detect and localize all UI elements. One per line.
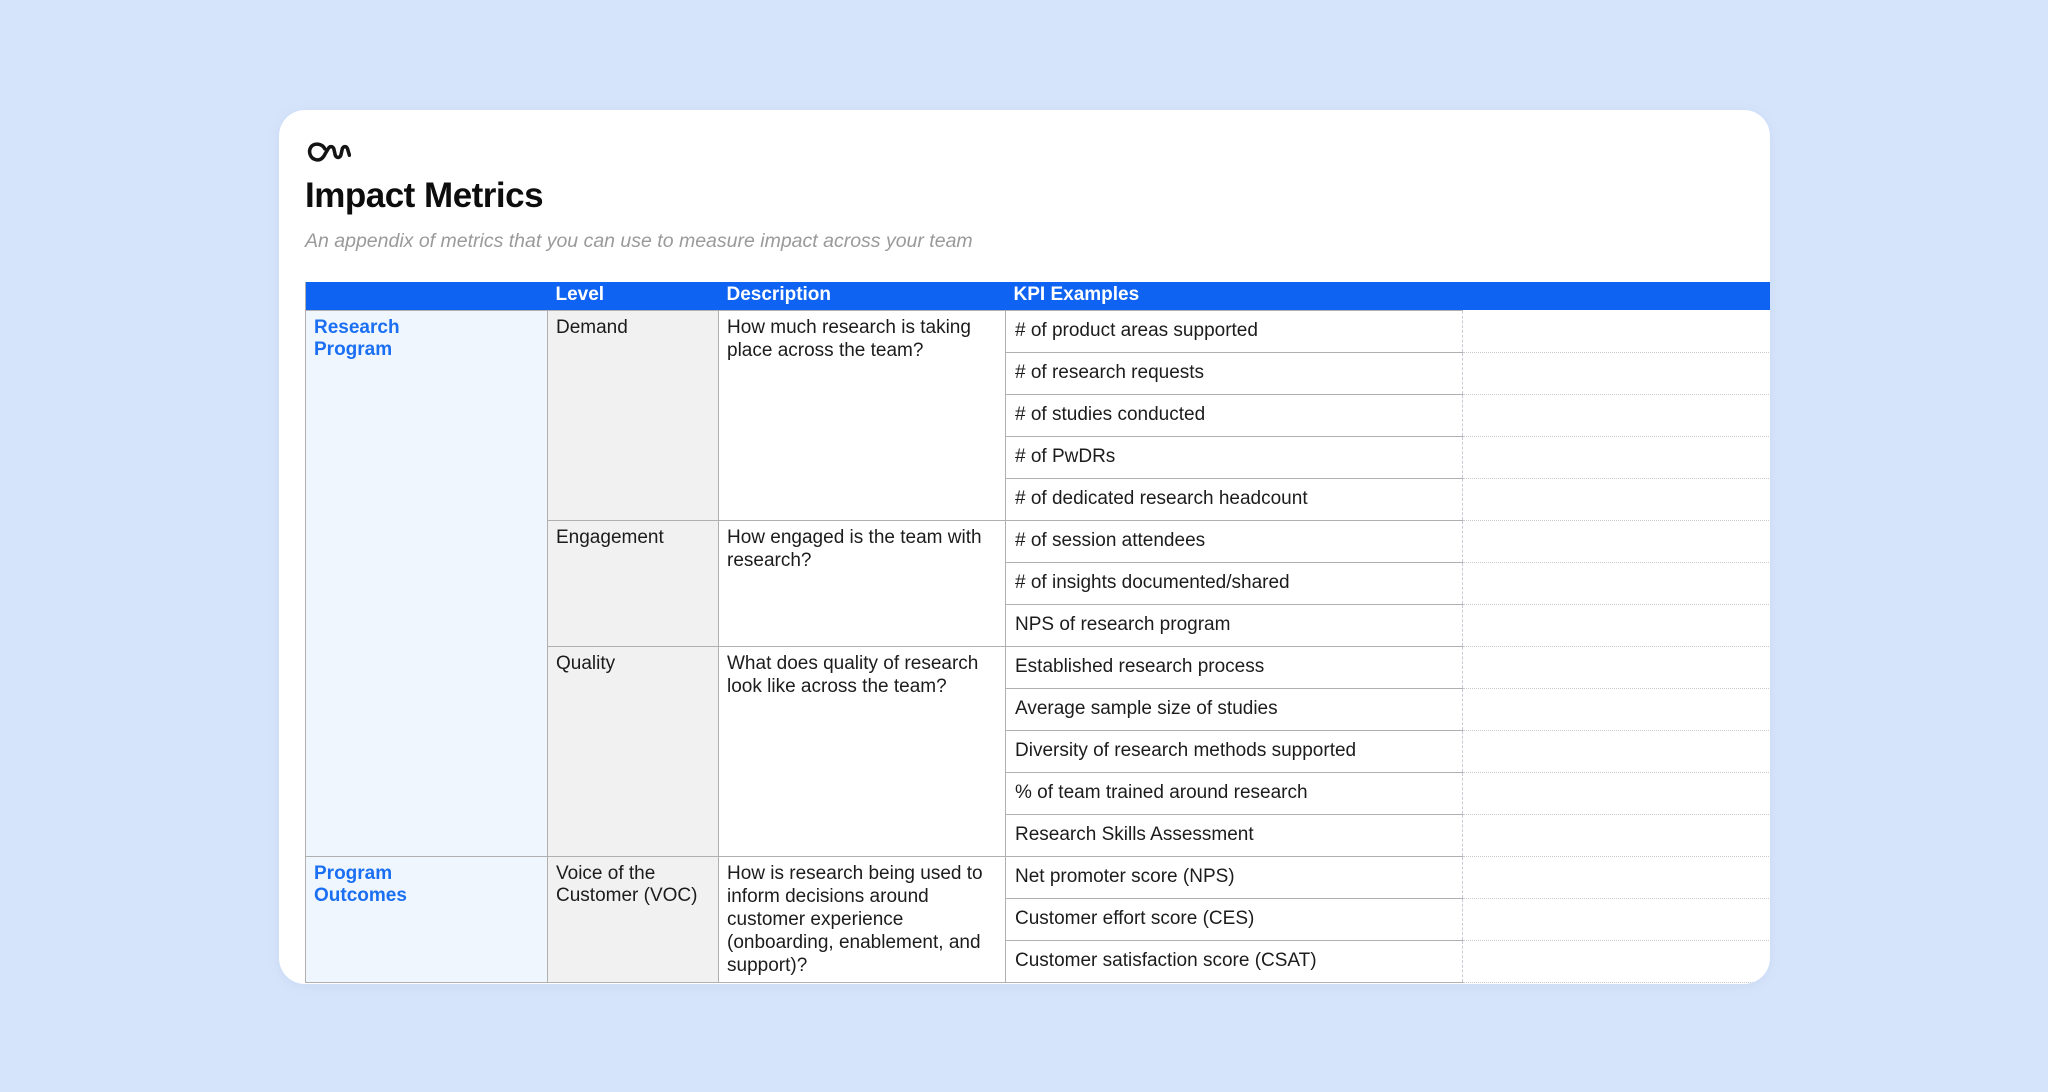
notes-cell (1463, 562, 1771, 604)
header-description-column: Description (719, 282, 1006, 310)
level-cell-demand: Demand (548, 310, 719, 520)
notes-cell (1463, 940, 1771, 982)
header-level-column: Level (548, 282, 719, 310)
notes-cell (1463, 814, 1771, 856)
notes-cell (1463, 688, 1771, 730)
kpi-cell: Average sample size of studies (1006, 688, 1463, 730)
description-cell-demand: How much research is taking place across the team? (719, 310, 1006, 520)
kpi-cell: # of research requests (1006, 352, 1463, 394)
kpi-cell: Research Skills Assessment (1006, 814, 1463, 856)
notes-cell (1463, 646, 1771, 688)
group-link-research-program[interactable]: Research Program (314, 316, 400, 361)
level-cell-quality: Quality (548, 646, 719, 856)
notes-cell (1463, 520, 1771, 562)
group-cell-research-program (306, 310, 548, 856)
notes-cell (1463, 478, 1771, 520)
notes-cell (1463, 352, 1771, 394)
kpi-cell: # of insights documented/shared (1006, 562, 1463, 604)
level-cell-voc: Voice of the Customer (VOC) (548, 856, 719, 982)
page-title: Impact Metrics (305, 176, 544, 215)
kpi-cell: % of team trained around research (1006, 772, 1463, 814)
notes-cell (1463, 436, 1771, 478)
notes-cell (1463, 772, 1771, 814)
kpi-cell: # of product areas supported (1006, 310, 1463, 352)
document-card (279, 110, 1770, 984)
notes-cell (1463, 604, 1771, 646)
description-cell-voc: How is research being used to inform decisions around customer experience (onboarding, enablement, and support)? (719, 856, 1006, 982)
group-link-program-outcomes[interactable]: Program Outcomes (314, 862, 407, 907)
kpi-cell: NPS of research program (1006, 604, 1463, 646)
maze-logo-icon (305, 140, 351, 164)
kpi-cell: # of studies conducted (1006, 394, 1463, 436)
header-group-column (306, 282, 548, 310)
kpi-cell: # of session attendees (1006, 520, 1463, 562)
page-subtitle: An appendix of metrics that you can use to measure impact across your team (305, 230, 973, 252)
kpi-cell: Customer satisfaction score (CSAT) (1006, 940, 1463, 982)
kpi-cell: Established research process (1006, 646, 1463, 688)
group-cell-program-outcomes (306, 856, 548, 982)
table-row (306, 310, 1771, 352)
kpi-cell: Diversity of research methods supported (1006, 730, 1463, 772)
description-cell-engagement: How engaged is the team with research? (719, 520, 1006, 646)
level-cell-engagement: Engagement (548, 520, 719, 646)
kpi-cell: # of PwDRs (1006, 436, 1463, 478)
kpi-cell: Net promoter score (NPS) (1006, 856, 1463, 898)
table-row (306, 856, 1771, 898)
description-cell-quality: What does quality of research look like across the team? (719, 646, 1006, 856)
kpi-cell: # of dedicated research headcount (1006, 478, 1463, 520)
notes-cell (1463, 394, 1771, 436)
notes-cell (1463, 856, 1771, 898)
impact-metrics-table (305, 282, 1770, 983)
header-kpi-column: KPI Examples (1006, 282, 1463, 310)
notes-cell (1463, 730, 1771, 772)
notes-cell (1463, 898, 1771, 940)
notes-cell (1463, 310, 1771, 352)
table-header-row (306, 282, 1771, 310)
header-notes-column (1463, 282, 1771, 310)
kpi-cell: Customer effort score (CES) (1006, 898, 1463, 940)
